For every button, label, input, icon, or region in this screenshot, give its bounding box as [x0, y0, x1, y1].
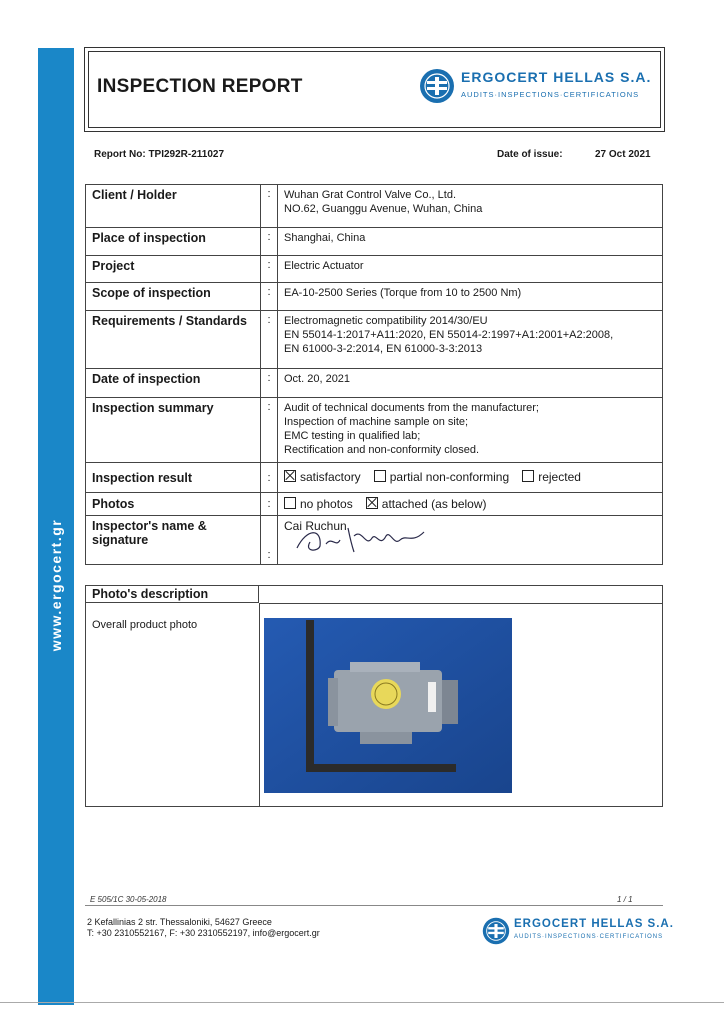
attached-checkbox[interactable] [366, 497, 378, 509]
ergocert-logo-icon [419, 68, 455, 104]
requirements-line: EN 61000-3-2:2014, EN 61000-3-3:2013 [284, 343, 483, 355]
requirements-line: EN 55014-1:2017+A11:2020, EN 55014-2:1997+A1:2001+A2:2008, [284, 329, 614, 341]
colon: : [261, 311, 278, 369]
summary-line: EMC testing in qualified lab; [284, 430, 421, 442]
project-value: Electric Actuator [278, 256, 663, 283]
website-text: www.ergocert.gr [48, 518, 64, 652]
satisfactory-label: satisfactory [300, 470, 361, 484]
date-of-issue-value: 27 Oct 2021 [595, 149, 651, 160]
colon: : [261, 228, 278, 256]
footer-logo-icon [482, 917, 510, 945]
satisfactory-checkbox[interactable] [284, 470, 296, 482]
photo-divider [259, 603, 260, 806]
contact-line: T: +30 2310552167, F: +30 2310552197, info@ergocert.gr [87, 928, 320, 938]
page-number: 1 / 1 [617, 895, 633, 904]
table-row [86, 185, 663, 228]
summary-label: Inspection summary [86, 398, 261, 463]
product-photo [264, 618, 512, 793]
report-title: INSPECTION REPORT [97, 76, 303, 97]
client-label: Client / Holder [86, 185, 261, 228]
inspector-name: Cai Ruchun [284, 519, 347, 533]
summary-value [278, 398, 663, 463]
no-photos-label: no photos [300, 496, 353, 511]
rejected-label: rejected [538, 470, 581, 484]
footer-company-name: ERGOCERT HELLAS S.A. [514, 918, 674, 930]
requirements-line: Electromagnetic compatibility 2014/30/EU [284, 315, 488, 327]
table-row [86, 369, 663, 398]
table-row [86, 311, 663, 369]
rejected-checkbox[interactable] [522, 470, 534, 482]
inspection-table [85, 184, 663, 565]
project-label: Project [86, 256, 261, 283]
date-of-issue-label: Date of issue: [497, 149, 563, 160]
scope-label: Scope of inspection [86, 283, 261, 311]
inspection-date-label: Date of inspection [86, 369, 261, 398]
photo-header-cell [259, 586, 662, 604]
signature-icon [292, 518, 432, 558]
colon: : [261, 463, 278, 493]
bottom-rule [0, 1002, 724, 1003]
table-row [86, 463, 663, 493]
photo-label: Overall product photo [92, 619, 198, 631]
colon: : [261, 283, 278, 311]
requirements-label: Requirements / Standards [86, 311, 261, 369]
partial-checkbox[interactable] [374, 470, 386, 482]
inspector-value [278, 516, 663, 565]
photo-section-title: Photo's description [86, 586, 259, 603]
attached-label: attached (as below) [381, 496, 487, 511]
inspector-label-line: signature [92, 533, 149, 547]
header-inner [88, 51, 661, 128]
table-row [86, 256, 663, 283]
no-photos-checkbox[interactable] [284, 497, 296, 509]
colon: : [261, 516, 278, 565]
requirements-value [278, 311, 663, 369]
table-row [86, 516, 663, 565]
footer-company-tagline: AUDITS·INSPECTIONS·CERTIFICATIONS [514, 934, 664, 940]
partial-label: partial non-conforming [389, 470, 510, 484]
colon: : [261, 256, 278, 283]
company-name: ERGOCERT HELLAS S.A. [461, 69, 652, 85]
colon: : [261, 398, 278, 463]
report-number: Report No: TPI292R-211027 [94, 149, 225, 160]
inspector-label-line: Inspector's name & [92, 519, 207, 533]
table-row [86, 493, 663, 516]
inspector-label [86, 516, 261, 565]
client-line: Wuhan Grat Control Valve Co., Ltd. [284, 189, 457, 201]
form-code: E 505/1C 30-05-2018 [90, 895, 167, 904]
table-row [86, 283, 663, 311]
photos-label: Photos [86, 493, 261, 516]
summary-line: Audit of technical documents from the manufacturer; [284, 402, 539, 414]
result-options [278, 463, 663, 493]
address-line: 2 Kefallinias 2 str. Thessaloniki, 54627 Greece [87, 917, 272, 927]
scope-value: EA-10-2500 Series (Torque from 10 to 2500 Nm) [278, 283, 663, 311]
client-line: NO.62, Guanggu Avenue, Wuhan, China [284, 203, 483, 215]
table-row [86, 228, 663, 256]
result-label: Inspection result [86, 463, 261, 493]
table-row [86, 398, 663, 463]
summary-line: Rectification and non-conformity closed. [284, 444, 480, 456]
colon: : [261, 369, 278, 398]
colon: : [261, 493, 278, 516]
footer-address [87, 917, 320, 939]
footer-divider [85, 905, 663, 906]
client-value [278, 185, 663, 228]
company-tagline: AUDITS·INSPECTIONS·CERTIFICATIONS [461, 90, 640, 99]
place-label: Place of inspection [86, 228, 261, 256]
summary-line: Inspection of machine sample on site; [284, 416, 469, 428]
place-value: Shanghai, China [278, 228, 663, 256]
header-box [84, 47, 665, 132]
inspection-date-value: Oct. 20, 2021 [278, 369, 663, 398]
photos-options [278, 493, 663, 516]
colon: : [261, 185, 278, 228]
